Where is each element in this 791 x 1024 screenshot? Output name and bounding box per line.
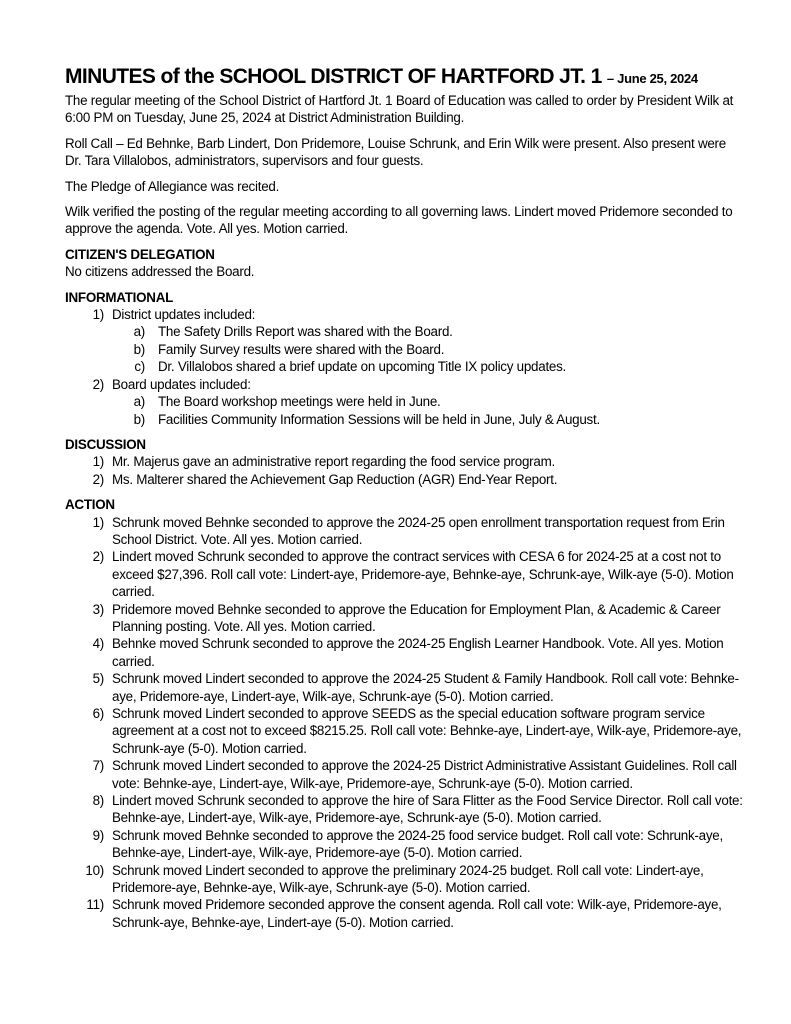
list-item-text: Lindert moved Schrunk seconded to approve the hire of Sara Flitter as the Food Service Director. Roll call vote: Behnke-aye, Lindert-aye, Wilk-aye, Pridemore-aye, Schrunk-aye (5-0). Motion carried. [112, 793, 743, 826]
list-item-text: Behnke moved Schrunk seconded to approve the 2024-25 English Learner Handbook. Vote. All yes. Motion carried. [112, 636, 724, 669]
sub-list-container [65, 323, 745, 375]
list-item-text: Schrunk moved Lindert seconded to approve the 2024-25 District Administrative Assistant Guidelines. Roll call vote: Behnke-aye, Lindert-aye, Wilk-aye, Pridemore-aye, Schrunk-aye (5-0). Motion carried. [112, 758, 737, 791]
sub-list-container [65, 393, 745, 428]
intro-agenda-approval: Wilk verified the posting of the regular meeting according to all governing laws. Lindert moved Pridemore seconded to approve the agenda. Vote. All yes. Motion carried. [65, 204, 733, 237]
list-number: 5) [92, 671, 104, 687]
list-item [65, 792, 745, 827]
action-list [65, 514, 745, 932]
list-item [65, 862, 745, 897]
section-heading-citizens: CITIZEN'S DELEGATION [65, 246, 215, 262]
list-number: 9) [92, 827, 104, 843]
sub-list-letter: a) [133, 324, 145, 340]
list-item-text: Schrunk moved Behnke seconded to approve the 2024-25 food service budget. Roll call vote: Schrunk-aye, Behnke-aye, Lindert-aye, Wilk-aye, Pridemore-aye (5-0). Motion carried. [112, 827, 723, 861]
list-item [65, 548, 745, 600]
list-number: 2) [92, 549, 104, 565]
list-item-text: Board updates included: [112, 376, 251, 392]
list-item [65, 306, 745, 323]
list-item-text: Schrunk moved Lindert seconded to approve the 2024-25 Student & Family Handbook. Roll call vote: Behnke-aye, Pridemore-aye, Lindert-aye, Wilk-aye, Schrunk-aye (5-0). Motion carried. [112, 671, 739, 704]
list-number: 4) [92, 636, 104, 652]
sub-list-item-text: The Board workshop meetings were held in June. [158, 394, 441, 410]
sub-list-letter: c) [134, 359, 145, 375]
list-item [65, 601, 745, 636]
list-number: 11) [86, 897, 104, 913]
list-item [65, 514, 745, 549]
sub-list-item-text: The Safety Drills Report was shared with the Board. [158, 324, 453, 340]
list-item-text: Ms. Malterer shared the Achievement Gap Reduction (AGR) End-Year Report. [112, 471, 558, 487]
list-number: 7) [92, 758, 104, 774]
title-main: MINUTES of the SCHOOL DISTRICT OF HARTFORD JT. 1 [65, 65, 602, 88]
minutes-document [65, 64, 745, 931]
list-number: 2) [92, 471, 104, 487]
list-item [65, 757, 745, 792]
sub-list [65, 393, 745, 428]
list-item-text: Schrunk moved Behnke seconded to approve the 2024-25 open enrollment transportation request from Erin School District. Vote. All yes. Motion carried. [112, 514, 725, 547]
sub-list-item [65, 393, 745, 410]
list-item [65, 471, 745, 488]
list-number: 8) [92, 793, 104, 809]
sub-list-item [65, 358, 745, 375]
section-heading-discussion: DISCUSSION [65, 436, 146, 452]
list-item-text: Pridemore moved Behnke seconded to approve the Education for Employment Plan, & Academic & Career Planning posting. Vote. All yes. Motion carried. [112, 601, 721, 634]
list-item-text: Schrunk moved Pridemore seconded approve the consent agenda. Roll call vote: Wilk-aye, Pridemore-aye, Schrunk-aye, Behnke-aye, Lindert-aye (5-0). Motion carried. [112, 897, 722, 930]
sub-list-letter: a) [133, 394, 145, 410]
list-item-text: Schrunk moved Lindert seconded to approve the preliminary 2024-25 budget. Roll call vote: Lindert-aye, Pridemore-aye, Behnke-aye, Wilk-aye, Schrunk-aye (5-0). Motion carried. [112, 862, 704, 896]
list-item-text: District updates included: [112, 307, 256, 323]
list-number: 1) [92, 454, 104, 470]
intro-roll-call: Roll Call – Ed Behnke, Barb Lindert, Don Pridemore, Louise Schrunk, and Erin Wilk were present. Also present were Dr. Tara Villalobos, administrators, supervisors and four guests. [65, 135, 726, 169]
list-item-text: Lindert moved Schrunk seconded to approve the contract services with CESA 6 for 2024-25 at a cost not to exceed $27,396. Roll call vote: Lindert-aye, Pridemore-aye, Behnke-aye, Schrunk-aye, Wilk-aye (5-0). Motion carried. [112, 549, 734, 600]
intro-pledge: The Pledge of Allegiance was recited. [65, 178, 280, 194]
section-heading-action: ACTION [65, 497, 115, 513]
sub-list-item-text: Family Survey results were shared with the Board. [158, 341, 445, 357]
sub-list-letter: b) [133, 411, 145, 427]
informational-list [65, 306, 745, 428]
page-title [65, 64, 745, 92]
list-item [65, 635, 745, 670]
sub-list-item-text: Facilities Community Information Sessions will be held in June, July & August. [158, 411, 600, 427]
list-item [65, 896, 745, 931]
list-item-text: Schrunk moved Lindert seconded to approve SEEDS as the special education software program service agreement at a cost not to exceed $8215.25. Roll call vote: Behnke-aye, Lindert-aye, Wilk-aye, Pridemore-aye, Schrunk-aye (5-0). Motion carried. [112, 706, 742, 756]
list-number: 6) [92, 706, 104, 721]
discussion-list [65, 453, 745, 488]
list-item [65, 453, 745, 470]
sub-list-item [65, 341, 745, 358]
list-item [65, 705, 745, 757]
list-item-text: Mr. Majerus gave an administrative report regarding the food service program. [112, 454, 555, 470]
citizens-text: No citizens addressed the Board. [65, 264, 255, 280]
list-number: 3) [92, 601, 104, 617]
sub-list-item [65, 411, 745, 428]
list-number: 1) [92, 514, 104, 530]
list-item [65, 670, 745, 705]
list-number: 1) [92, 307, 104, 323]
section-heading-informational: INFORMATIONAL [65, 289, 174, 305]
list-item [65, 376, 745, 393]
sub-list [65, 323, 745, 375]
intro-call-to-order: The regular meeting of the School District of Hartford Jt. 1 Board of Education was called to order by President Wilk at 6:00 PM on Tuesday, June 25, 2024 at District Administration Building. [65, 93, 734, 126]
list-number: 10) [85, 862, 104, 878]
sub-list-item-text: Dr. Villalobos shared a brief update on upcoming Title IX policy updates. [158, 359, 567, 375]
sub-list-item [65, 323, 745, 340]
title-date: – June 25, 2024 [606, 71, 698, 86]
list-number: 2) [92, 376, 104, 392]
sub-list-letter: b) [133, 341, 145, 357]
list-item [65, 827, 745, 862]
